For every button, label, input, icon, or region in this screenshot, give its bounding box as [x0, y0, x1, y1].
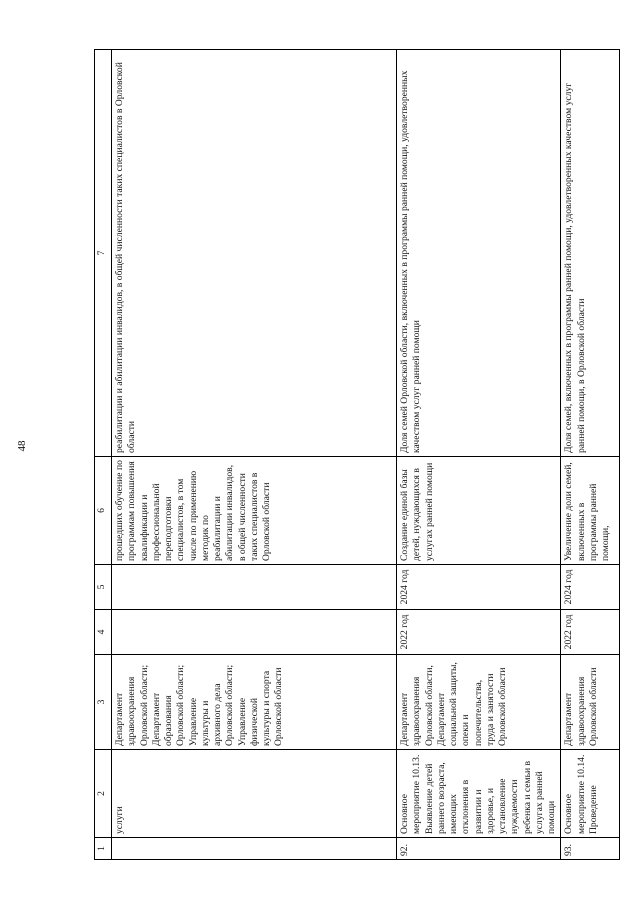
row-number: [112, 838, 397, 860]
result-cell: Создание единой базы детей, нуждающихся в услугах ранней помощи: [397, 457, 561, 565]
header-cell: 5: [95, 565, 112, 610]
end-cell: [112, 565, 397, 610]
rotated-table-region: [94, 50, 614, 860]
header-cell: 7: [95, 50, 112, 457]
header-cell: 1: [95, 838, 112, 860]
start-cell: 2022 год: [561, 610, 620, 655]
result-cell: Увеличение доли семей, включенных в программы ранней помощи,: [561, 457, 620, 565]
measures-table: [94, 49, 620, 860]
header-cell: 4: [95, 610, 112, 655]
executor-cell: Департамент здравоохранения Орловской области: [561, 655, 620, 750]
result-cell: прошедших обучение по программам повышения квалификации и профессиональной переподготовки специалистов, в том числе по применению методик по реабилитации и абилитации инвалидов, в общей численности таких специалистов в Орловской области: [112, 457, 397, 565]
start-cell: [112, 610, 397, 655]
header-cell: 2: [95, 750, 112, 838]
header-row: [95, 50, 112, 860]
table-row: [561, 50, 620, 860]
executor-cell: Департамент здравоохранения Орловской области, Департамент социальной защиты, опеки и попечительства, труда и занятости Орловской области: [397, 655, 561, 750]
header-cell: 6: [95, 457, 112, 565]
executor-cell: Департамент здравоохранения Орловской области; Департамент образования Орловской области; Управление культуры и архивного дела Орловской области; Управление физической культуры и спорта Орловской области: [112, 655, 397, 750]
row-number: 92.: [397, 838, 561, 860]
indicator-cell: реабилитации и абилитации инвалидов, в общей численности таких специалистов в Орловской области: [112, 50, 397, 457]
indicator-cell: Доля семей, включенных в программы ранней помощи, удовлетворенных качеством услуг ранней помощи, в Орловской области: [561, 50, 620, 457]
header-cell: 3: [95, 655, 112, 750]
page-number: 48: [16, 440, 28, 452]
end-cell: 2024 год: [561, 565, 620, 610]
event-cell: Основное мероприятие 10.14. Проведение: [561, 750, 620, 838]
event-cell: услуги: [112, 750, 397, 838]
row-number: 93.: [561, 838, 620, 860]
table-row: [397, 50, 561, 860]
indicator-cell: Доля семей Орловской области, включенных в программы ранней помощи, удовлетворенных качеством услуг ранней помощи: [397, 50, 561, 457]
start-cell: 2022 год: [397, 610, 561, 655]
event-cell: Основное мероприятие 10.13. Выявление детей раннего возраста, имеющих отклонения в развитии и здоровье, и установление нуждаемости ребенка и семьи в услугах ранней помощи: [397, 750, 561, 838]
end-cell: 2024 год: [397, 565, 561, 610]
table-row: [112, 50, 397, 860]
